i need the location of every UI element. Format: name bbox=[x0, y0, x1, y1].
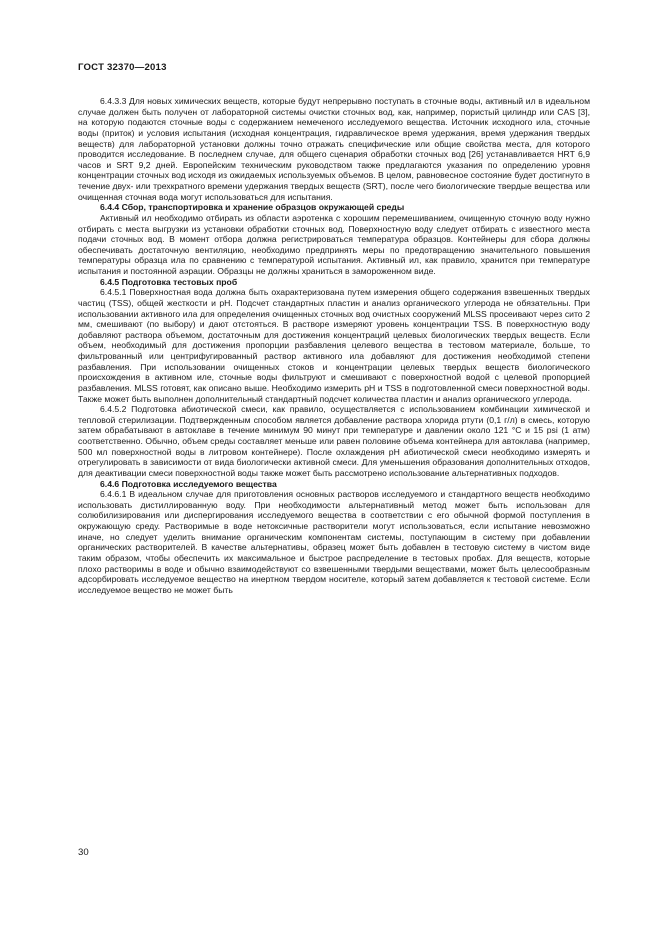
document-header: ГОСТ 32370—2013 bbox=[78, 62, 167, 73]
paragraph-6-4-5-1: 6.4.5.1 Поверхностная вода должна быть охарактеризована путем измерения общего содержания взвешенных твердых частиц (TSS), общей жесткости и pH. Подсчет стандартных пластин и анализ органического углерода не обязательны. При использовании активного ила для определения очищенных сточных вод очистных сооружений MLSS просеивают через сито 2 мм, смешивают (по выбору) и дают отстояться. В растворе измеряют уровень концентрации TSS. В поверхностную воду добавляют раствора объемом, достаточным для достижения концентраций целевых биологических твердых веществ. Если объем, необходимый для достижения пропорции разбавления целевого вещества в тестовом материале, больше, то фильтрованный или центрифугированный раствор активного ила добавляют для достижения необходимой степени разбавления. При использовании очищенных стоков и концентрации целевых твердых веществ биологического происхождения в активном иле, сточные воды фильтруют и смешивают с поверхностной водой с целевой пропорцией разбавления. MLSS готовят, как описано выше. Необходимо измерить pH и TSS в подготовленной смеси поверхностной воды. Также может быть выполнен дополнительный стандартный подсчет количества пластин и анализ органического углерода. bbox=[78, 287, 590, 404]
paragraph-6-4-4: Активный ил необходимо отбирать из области аэротенка с хорошим перемешиванием, очищенную сточную воду нужно отбирать с места выгрузки из установки обработки сточных вод. Поверхностную воду следует отбирать с известного места подачи сточных вод. В момент отбора должна регистрироваться температура образцов. Контейнеры для сбора должны обеспечивать достаточную вентиляцию, необходимо предпринять меры по предотвращению значительного повышения температуры образца ила по сравнению с температурой испытания. Активный ил, как правило, хранится при температуре испытания и постоянной аэрации. Образцы не должны храниться в замороженном виде. bbox=[78, 212, 590, 276]
section-heading-6-4-5: 6.4.5 Подготовка тестовых проб bbox=[100, 276, 238, 287]
document-body bbox=[78, 96, 590, 595]
paragraph-6-4-6-1: 6.4.6.1 В идеальном случае для приготовления основных растворов исследуемого и стандартного веществ необходимо использовать дистиллированную воду. При необходимости альтернативный метод может быть использован для солюбилизирования или диспергирования исследуемого вещества в соответствии с его обычной формой поступления в окружающую среду. Растворимые в воде нетоксичные растворители могут использоваться, если испытание невозможно иначе, но следует уделить внимание органическим компонентам системы, поступающим в систему при добавлении органических растворителей. В качестве альтернативы, образец может быть добавлен в тестовую систему в чистом виде таким образом, чтобы обеспечить их максимальное и быстрое распределение в тестовых пробах. Для веществ, которые плохо растворимы в воде и обычно взаимодействуют со взвешенными твердыми веществами, может быть целесообразным адсорбировать исследуемое вещество на инертном твердом носителе, который затем добавляется к тестовой системе. Если исследуемое вещество не может быть bbox=[78, 489, 590, 595]
section-heading-6-4-6: 6.4.6 Подготовка исследуемого вещества bbox=[100, 478, 277, 489]
section-heading-6-4-4: 6.4.4 Сбор, транспортировка и хранение образцов окружающей среды bbox=[100, 202, 405, 213]
paragraph-6-4-3-3: 6.4.3.3 Для новых химических веществ, которые будут непрерывно поступать в сточные воды, активный ил в идеальном случае должен быть получен от лабораторной системы очистки сточных вод, как, например, пористый цилиндр или CAS [3], на которую подаются сточные воды с содержанием немеченого исследуемого вещества. Источник исходного ила, сточные воды (приток) и условия испытания (исходная концентрация, гидравлическое время удержания, время удержания твердых веществ) для лабораторной установки должны точно отражать специфические или общие свойства места, для которого проводится исследование. В последнем случае, для общего сценария обработки сточных вод [26] устанавливается HRT 6,9 часов и SRT 9,2 дней. Европейским техническим руководством также предлагаются указания по определению уровня концентрации сточных вод исходя из ожидаемых используемых объемов. В целом, равновесное состояние будет достигнуто в течение двух- или трехкратного времени удержания твердых веществ (SRT), после чего биологические твердые вещества или очищенная сточная вода могут использоваться для испытания. bbox=[78, 96, 590, 202]
paragraph-6-4-5-2: 6.4.5.2 Подготовка абиотической смеси, как правило, осуществляется с использованием комбинации химической и тепловой стерилизации. Подтвержденным способом является добавление раствора хлорида ртути (0,1 г/л) в смесь, которую затем обрабатывают в автоклаве в течение минимум 90 минут при температуре и давлении около 121 °С и 15 psi (1 атм) соответственно. Обычно, объем среды составляет меньше или равен половине объема контейнера для автоклава (например, 500 мл поверхностной воды в литровом контейнере). После охлаждения pH абиотической смеси необходимо измерять и отрегулировать в зависимости от вида биологически активной смеси. Для уменьшения образования дополнительных отходов, для деактивации смеси поверхностной воды также может быть рассмотрено использование альтернативных подходов. bbox=[78, 404, 590, 478]
page-number: 30 bbox=[78, 847, 89, 858]
